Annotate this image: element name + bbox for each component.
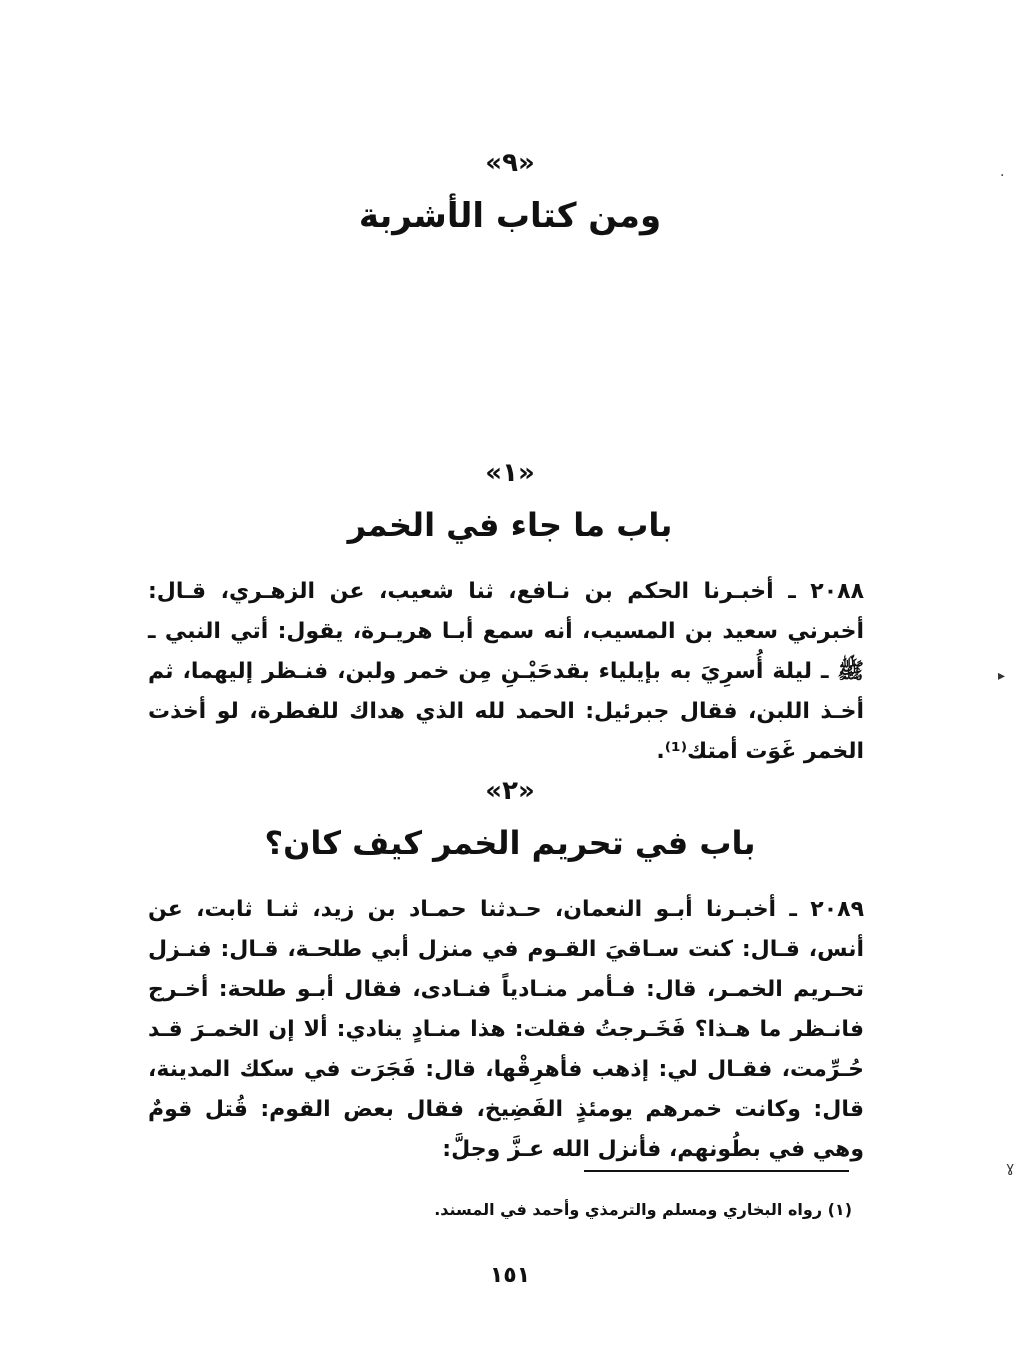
margin-mark: · bbox=[1000, 168, 1005, 184]
section-1-title: باب ما جاء في الخمر bbox=[347, 506, 673, 544]
footnote: (١) رواه البخاري ومسلم والترمذي وأحمد في المسند. bbox=[434, 1200, 852, 1219]
section-2-number: «٢» bbox=[485, 776, 535, 806]
section-2-title: باب في تحريم الخمر كيف كان؟ bbox=[264, 824, 756, 862]
margin-mark: ɣ bbox=[1006, 1160, 1015, 1176]
page-number: ١٥١ bbox=[489, 1263, 531, 1288]
margin-mark: ▸ bbox=[998, 668, 1006, 684]
hadith-2088-paragraph: ٢٠٨٨ ـ أخبـرنا الحكم بن نـافع، ثنا شعيب، عن الزهـري، قـال: أخبرني سعيد بن المسيب، أنه سمع أبـا هريـرة، يقول: أتي النبي ـ ﷺ ـ ليلة أُسرِيَ به بإيلياء بقدحَيْـنِ مِن خمر ولبن، فنـظر إليهما، ثم أخـذ اللبن، فقال جبرئيل: الحمد لله الذي هداك للفطرة، لو أخذت الخمر غَوَت أمتك⁽¹⁾. bbox=[148, 579, 864, 764]
hadith-2089-paragraph: ٢٠٨٩ ـ أخبـرنا أبـو النعمان، حـدثنا حمـاد بن زيد، ثنـا ثابت، عن أنس، قـال: كنت سـاقيَ القـوم في منزل أبي طلحـة، قـال: فنـزل تحـريم الخمـر، قال: فـأمر منـادياً فنـادى، فقال أبـو طلحة: أخـرج فانـظر ما هـذا؟ فَخَـرجتُ فقلت: هذا منـادٍ ينادي: ألا إن الخمـرَ قـد حُـرِّمت، فقـال لي: إذهب فأهرِقْها، قال: فَجَرَت في سكك المدينة، قال: وكانت خمرهم يومئذٍ الفَضِيخ، فقال بعض القوم: قُتل قومٌ وهي في بطُونهم، فأنزل الله عـزَّ وجلَّ: bbox=[148, 897, 864, 1162]
footnote-divider bbox=[584, 1170, 849, 1172]
chapter-number: «٩» bbox=[485, 148, 535, 178]
chapter-title: ومن كتاب الأشربة bbox=[358, 196, 662, 236]
section-1-number: «١» bbox=[485, 458, 535, 488]
